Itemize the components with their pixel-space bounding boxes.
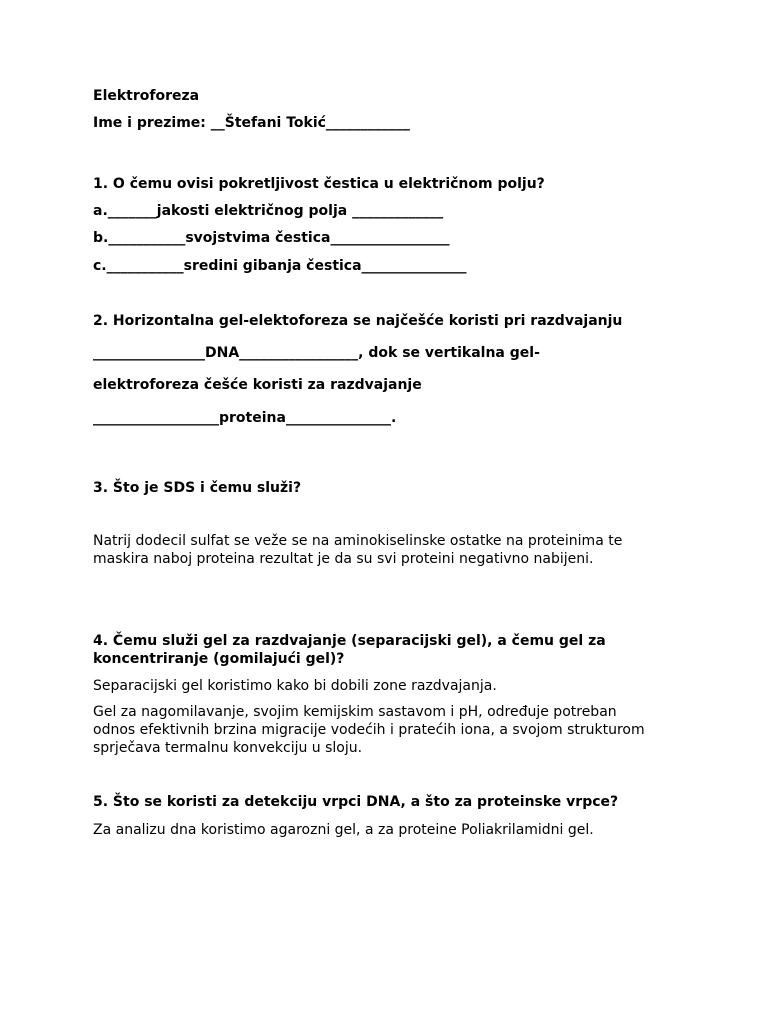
question-4-line-1: 4. Čemu služi gel za razdvajanje (separacijski gel), a čemu gel za xyxy=(93,633,606,649)
question-5: 5. Što se koristi za detekciju vrpci DNA, a što za proteinske vrpce? xyxy=(93,794,619,810)
question-3: 3. Što je SDS i čemu služi? xyxy=(93,480,302,496)
answer-3-line-2: maskira naboj proteina rezultat je da su svi proteini negativno nabijeni. xyxy=(93,551,594,567)
question-2-line-3: elektroforeza češće koristi za razdvajanje xyxy=(93,377,422,393)
question-2-line-1: 2. Horizontalna gel-elektoforeza se najčešće koristi pri razdvajanju xyxy=(93,313,623,329)
answer-1a: a._______jakosti električnog polja _____________ xyxy=(93,203,444,219)
document-title: Elektroforeza xyxy=(93,88,200,104)
question-2-line-4: __________________proteina_______________. xyxy=(93,410,397,426)
answer-4-paragraph-2-line-2: odnos efektivnih brzina migracije vodećih i pratećih iona, a svojom strukturom xyxy=(93,722,645,738)
answer-3-line-1: Natrij dodecil sulfat se veže se na aminokiselinske ostatke na proteinima te xyxy=(93,533,623,549)
answer-1b: b.___________svojstvima čestica_________________ xyxy=(93,230,450,246)
question-1: 1. O čemu ovisi pokretljivost čestica u električnom polju? xyxy=(93,176,545,192)
answer-4-paragraph-2-line-3: sprječava termalnu konvekciju u sloju. xyxy=(93,740,363,756)
answer-5: Za analizu dna koristimo agarozni gel, a za proteine Poliakrilamidni gel. xyxy=(93,822,594,838)
question-2-line-2: ________________DNA_________________, dok se vertikalna gel- xyxy=(93,345,540,361)
question-4-line-2: koncentriranje (gomilajući gel)? xyxy=(93,651,345,667)
name-line: Ime i prezime: __Štefani Tokić____________ xyxy=(93,115,410,131)
answer-1c: c.___________sredini gibanja čestica_______________ xyxy=(93,258,467,274)
answer-4-paragraph-2-line-1: Gel za nagomilavanje, svojim kemijskim sastavom i pH, određuje potreban xyxy=(93,704,617,720)
answer-4-paragraph-1: Separacijski gel koristimo kako bi dobili zone razdvajanja. xyxy=(93,678,497,694)
